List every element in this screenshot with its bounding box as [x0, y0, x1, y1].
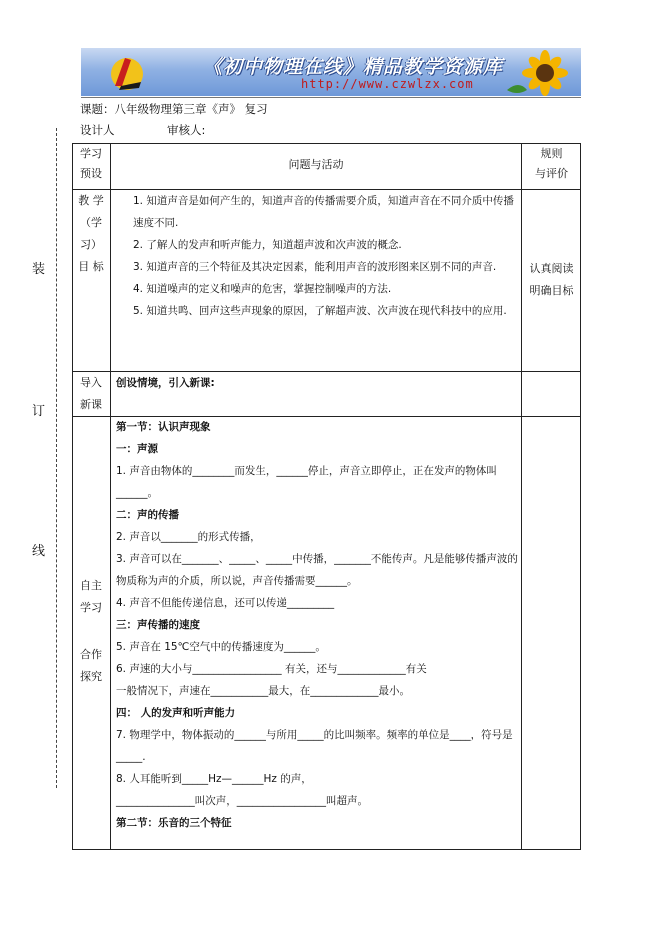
study-content — [116, 416, 521, 834]
objectives-label: 教 学 （学习） 目 标 — [78, 194, 104, 273]
question: 6. 声速的大小与_________________ 有关，还与_____________有关 — [116, 663, 427, 675]
binding-line — [56, 128, 58, 788]
objectives-list — [133, 190, 518, 322]
objective-item: 4. 知道噪声的定义和噪声的危害，掌握控制噪声的方法. — [133, 283, 392, 295]
sunflower-icon — [505, 50, 575, 96]
column-divider — [110, 143, 111, 850]
question: 一般情况下，声速在___________最大，在_____________最小。 — [116, 685, 410, 697]
objectives-evaluation: 认真阅读 明确目标 — [529, 262, 574, 297]
question: 4. 声音不但能传递信息，还可以传递_________ — [116, 597, 335, 609]
banner-url: http://www.czwlzx.com — [301, 77, 474, 91]
subsection-heading: 二：声的传播 — [116, 509, 179, 521]
question: 1. 声音由物体的________而发生，______停止，声音立即停止，正在发声的物体叫 ______。 — [116, 465, 497, 499]
self-study-label: 自主 学习 — [80, 579, 102, 614]
cooperative-inquiry-label: 合作 探究 — [80, 648, 102, 683]
logo-icon — [105, 52, 147, 92]
objective-item: 1. 知道声音是如何产生的，知道声音的传播需要介质，知道声音在不同介质中传播速度不同. — [133, 195, 514, 229]
binding-char: 订 — [32, 400, 45, 419]
objective-item: 2. 了解人的发声和听声能力，知道超声波和次声波的概念. — [133, 239, 402, 251]
section-heading: 第一节：认识声现象 — [116, 421, 211, 433]
intro-text: 创设情境，引入新课: — [116, 377, 215, 389]
objective-item: 5. 知道共鸣、回声这些声现象的原因，了解超声波、次声波在现代科技中的应用. — [133, 305, 507, 317]
header-rule — [81, 97, 581, 98]
reviewer-label: 审核人: — [167, 123, 206, 137]
col-header-evaluation: 规则 与评价 — [535, 147, 568, 180]
binding-char: 装 — [32, 258, 45, 277]
header-banner — [81, 48, 581, 96]
subsection-heading: 三：声传播的速度 — [116, 619, 200, 631]
banner-title: 《初中物理在线》精品教学资源库 — [203, 56, 504, 78]
question: _______________叫次声，_________________叫超声。 — [116, 795, 368, 807]
designer-reviewer-line — [80, 122, 206, 138]
col-header-activities: 问题与活动 — [288, 158, 344, 171]
binding-char: 线 — [32, 540, 45, 559]
section-heading: 第二节：乐音的三个特征 — [116, 817, 232, 829]
intro-label: 导入 新课 — [80, 376, 102, 411]
subsection-heading: 四： 人的发声和听声能力 — [116, 707, 236, 719]
column-divider — [521, 143, 522, 850]
question: 2. 声音以_______的形式传播， — [116, 531, 261, 543]
subsection-heading: 一：声源 — [116, 443, 158, 455]
question: 5. 声音在 15℃空气中的传播速度为______。 — [116, 641, 326, 653]
designer-label: 设计人 — [80, 123, 115, 137]
question: 8. 人耳能听到_____Hz—______Hz 的声， — [116, 773, 312, 785]
objective-item: 3. 知道声音的三个特征及其决定因素，能利用声音的波形图来区别不同的声音. — [133, 261, 497, 273]
question: 3. 声音可以在_______、_____、_____中传播，_______不能传声。凡是能够传播声波的物质称为声的介质，所以说，声音传播需要______。 — [116, 553, 518, 587]
col-header-preset: 学习 预设 — [80, 147, 102, 180]
lesson-topic: 课题：八年级物理第三章《声》 复习 — [80, 102, 268, 116]
question: 7. 物理学中，物体振动的______与所用_____的比叫频率。频率的单位是____，符号是_____. — [116, 729, 513, 763]
